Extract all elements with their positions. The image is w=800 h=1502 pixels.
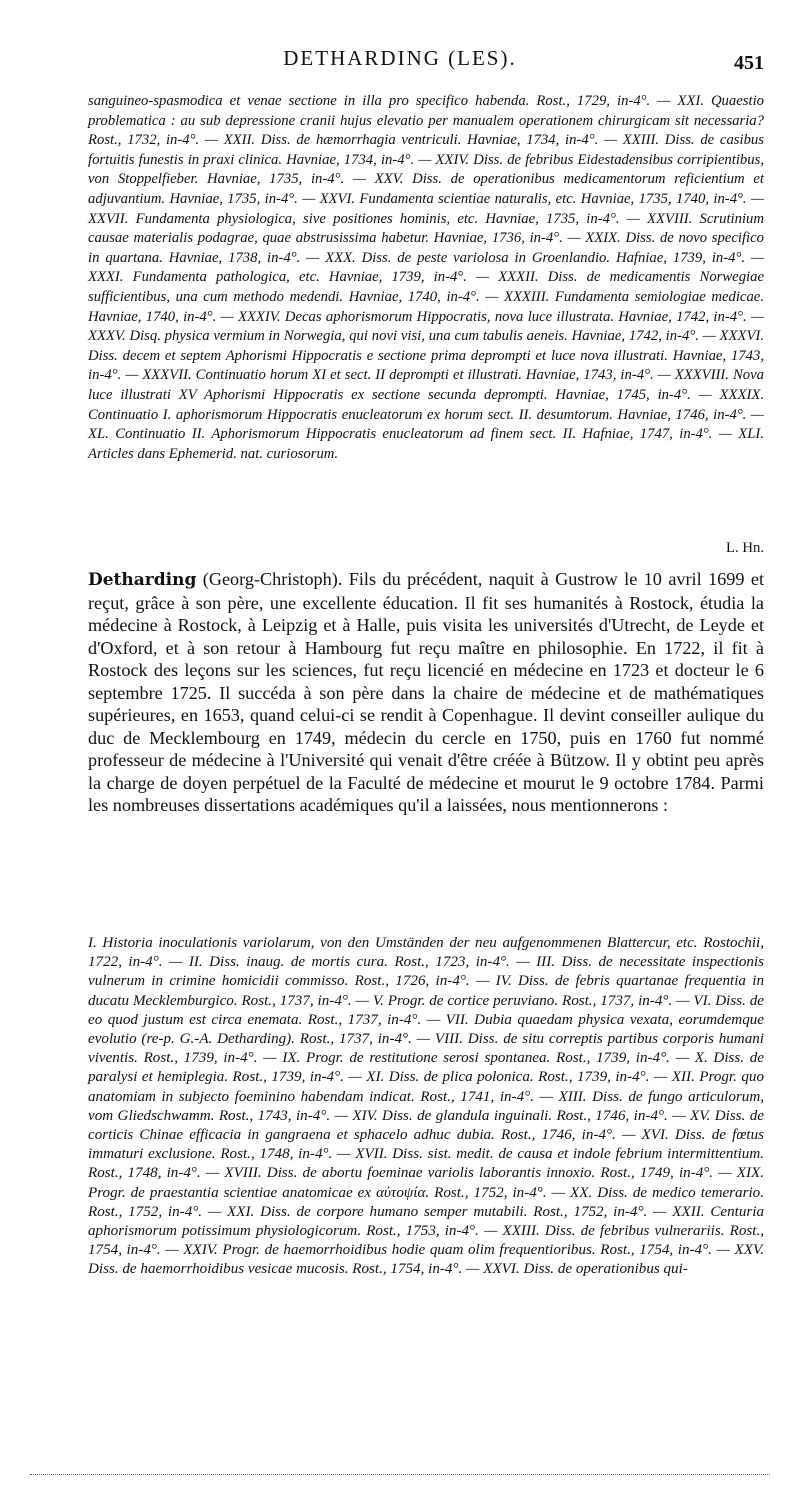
running-head: [0, 38, 800, 78]
biography-entry: [88, 568, 764, 817]
bibliography-list: I. Historia inoculationis variolarum, von den Umständen der neu aufgenommenen Blattercur, etc. Rostochii, 1722, in-4°. — II. Diss. inaug. de mortis cura. Rost., 1723, in-4°. — III. Diss. de necessitate inspectionis vulnerum in crimine homicidii commisso. Rost., 1726, in-4°. — IV. Diss. de febris quartanae frequentia in ducatu Mecklemburgico. Rost., 1737, in-4°. — V. Progr. de cortice peruviano. Rost., 1737, in-4°. — VI. Diss. de eo quod justum est circa enemata. Rost., 1737, in-4°. — VII. Dubia quaedam physica vexata, eorumdemque evolutio (re-p. G.-A. Detharding). Rost., 1737, in-4°. — VIII. Diss. de situ correptis partibus corporis humani viventis. Rost., 1739, in-4°. — IX. Progr. de restitutione serosi spontanea. Rost., 1739, in-4°. — X. Diss. de paralysi et hemiplegia. Rost., 1739, in-4°. — XI. Diss. de plica polonica. Rost., 1739, in-4°. — XII. Progr. quo anatomiam in subjecto foeminino habendam indicat. Rost., 1741, in-4°. — XIII. Diss. de fungo articulorum, vom Gliedschwamm. Rost., 1743, in-4°. — XIV. Diss. de glandula inguinali. Rost., 1746, in-4°. — XV. Diss. de corticis Chinae efficacia in gangraena et sphacelo adhuc dubia. Rost., 1746, in-4°. — XVI. Diss. de fœtus immaturi exclusione. Rost., 1748, in-4°. — XVII. Diss. sist. medit. de causa et indole febrium intermittentium. Rost., 1748, in-4°. — XVIII. Diss. de abortu foeminae variolis laborantis innoxio. Rost., 1749, in-4°. — XIX. Progr. de praestantia scientiae anatomicae ex αὐτοψία. Rost., 1752, in-4°. — XX. Diss. de medico temerario. Rost., 1752, in-4°. — XXI. Diss. de corpore humano semper mutabili. Rost., 1752, in-4°. — XXII. Centuria aphorismorum potissimum physiologicorum. Rost., 1753, in-4°. — XXIII. Diss. de febribus vulnerariis. Rost., 1754, in-4°. — XXIV. Progr. de haemorrhoidibus hodie quam olim frequentioribus. Rost., 1754, in-4°. — XXV. Diss. de haemorrhoidibus vesicae mucosis. Rost., 1754, in-4°. — XXVI. Diss. de operationibus qui-: [88, 935, 764, 1278]
entry-name: Detharding: [88, 570, 197, 590]
footer-rule: [30, 1474, 770, 1475]
biography-text: (Georg-Christoph). Fils du précédent, naquit à Gustrow le 10 avril 1699 et reçut, grâce à son père, une excellente éducation. Il fit ses humanités à Rostock, étudia la médecine à Rostock, à Leipzig et à Halle, puis visita les universités d'Utrecht, de Leyde et d'Oxford, et à son retour à Hambourg fut reçu maître en philosophie. En 1722, il fit à Rostock des leçons sur les sciences, fut reçu licencié en médecine en 1723 et docteur le 6 septembre 1725. Il succéda à son père dans la chaire de médecine et de mathématiques supérieures, en 1653, quand celui-ci se rendit à Copenhague. Il devint conseiller aulique du duc de Mecklembourg en 1749, médecin du cercle en 1750, puis en 1760 fut nommé professeur de médecine à l'Université qui venait d'être créée à Bützow. Il y obtint peu après la charge de doyen perpétuel de la Faculté de médecine et mourut le 9 octobre 1784. Parmi les nombreuses dissertations académiques qu'il a laissées, nous mentionnerons :: [88, 569, 764, 815]
author-signature: L. Hn.: [726, 540, 764, 556]
bibliography-continuation: sanguineo-spasmodica et venae sectione in illa pro specifico habenda. Rost., 1729, in-4°. — XXI. Quaestio problematica : au sub depressione cranii hujus elevatio per manualem operationem chirurgicam sit necessaria? Rost., 1732, in-4°. — XXII. Diss. de hæmorrhagia ventriculi. Havniae, 1734, in-4°. — XXIII. Diss. de casibus fortuitis funestis in praxi clinica. Havniae, 1734, in-4°. — XXIV. Diss. de febribus Eidestadensibus corripientibus, von Stoppelfieber. Havniae, 1735, in-4°. — XXV. Diss. de operationibus medicamentorum reficientium et adjuvantium. Havniae, 1735, in-4°. — XXVI. Fundamenta scientiae naturalis, etc. Havniae, 1735, 1740, in-4°. — XXVII. Fundamenta physiologica, sive positiones hominis, etc. Havniae, 1735, in-4°. — XXVIII. Scrutinium causae materialis podagrae, quae abstrusissima habetur. Havniae, 1736, in-4°. — XXIX. Diss. de novo specifico in quartana. Havniae, 1738, in-4°. — XXX. Diss. de peste variolosa in Groenlandio. Hafniae, 1739, in-4°. — XXXI. Fundamenta pathologica, etc. Havniae, 1739, in-4°. — XXXII. Diss. de medicamentis Norwegiae sufficientibus, una cum methodo medendi. Havniae, 1740, in-4°. — XXXIII. Fundamenta semiologiae medicae. Havniae, 1740, in-4°. — XXXIV. Decas aphorismorum Hippocratis, nova luce illustrata. Havniae, 1742, in-4°. — XXXV. Disq. physica vermium in Norwegia, qui novi visi, una cum tabulis aeneis. Havniae, 1742, in-4°. — XXXVI. Diss. decem et septem Aphorismi Hippocratis e sectione prima deprompti et luce nova illustrati. Havniae, 1743, in-4°. — XXXVII. Continuatio horum XI et sect. II deprompti et illustrati. Havniae, 1743, in-4°. — XXXVIII. Nova luce illustrati XV Aphorismi Hippocratis ex sectione secunda deprompti. Havniae, 1745, in-4°. — XXXIX. Continuatio I. aphorismorum Hippocratis enucleatorum ex horum sect. II. desumtorum. Havniae, 1746, in-4°. — XL. Continuatio II. Aphorismorum Hippocratis enucleatorum ad finem sect. II. Hafniae, 1747, in-4°. — XLI. Articles dans Ephemerid. nat. curiosorum.: [88, 93, 764, 462]
running-title: DETHARDING (LES).: [283, 46, 517, 70]
page-number: 451: [734, 52, 764, 74]
